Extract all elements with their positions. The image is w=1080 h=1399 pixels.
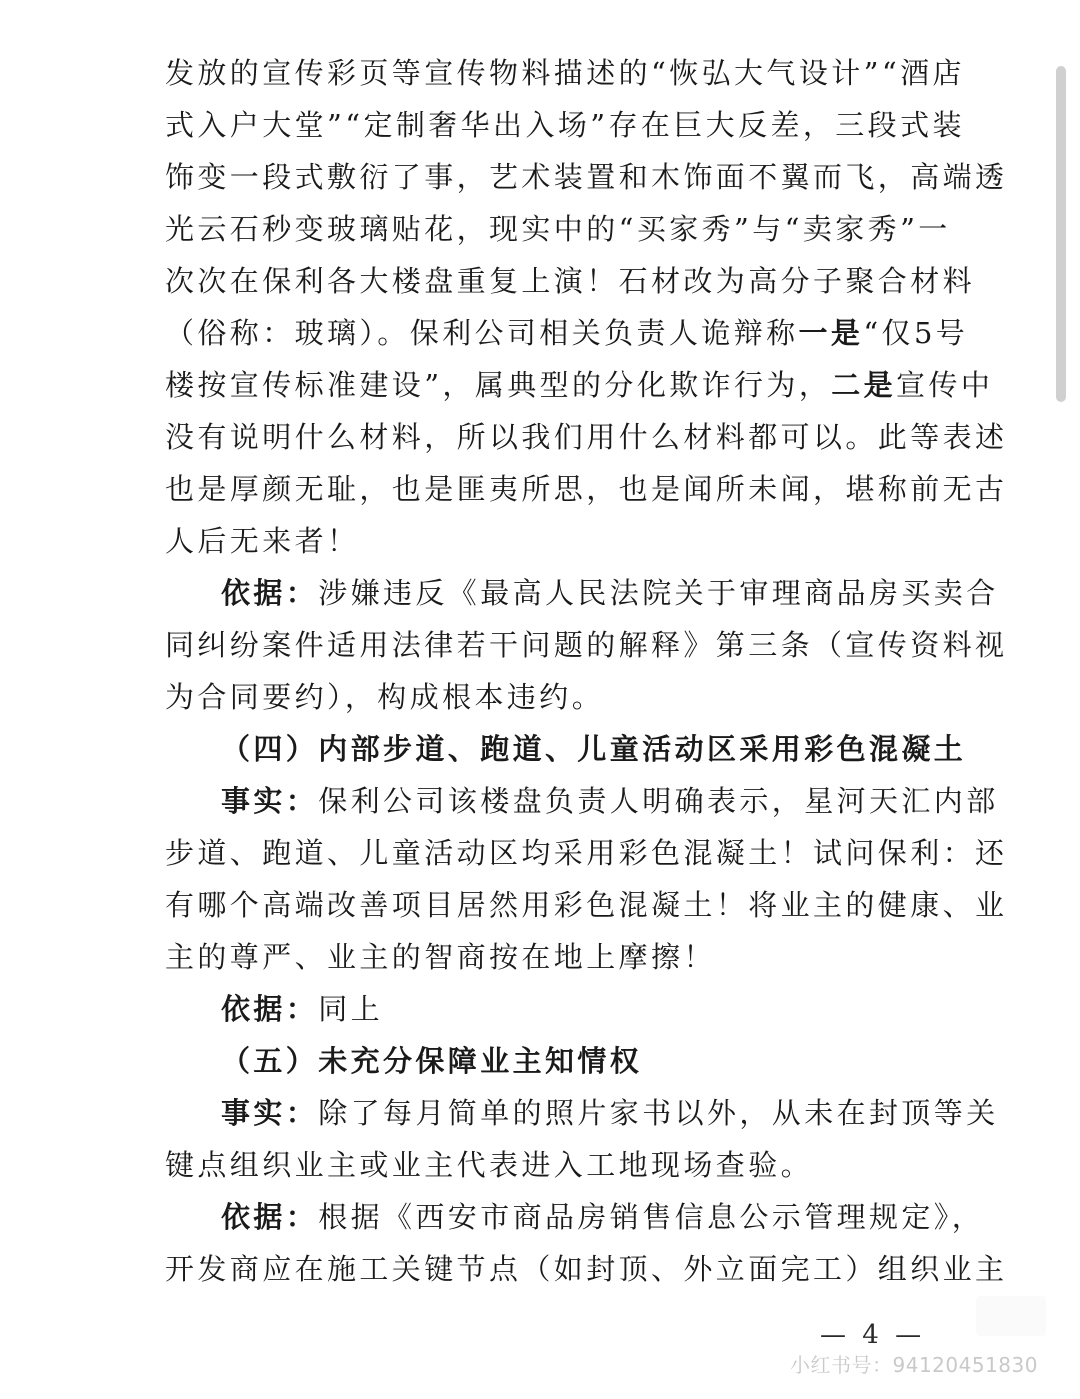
paragraph-text: 除了每月简单的照片家书以外，从未在封顶等关	[318, 1096, 999, 1130]
paragraph-text: 保利公司该楼盘负责人明确表示，星河天汇内部	[318, 784, 999, 818]
emphasis: 二是	[831, 368, 897, 402]
paragraph-line: 次次在保利各大楼盘重复上演！石材改为高分子聚合材料	[165, 264, 976, 298]
paragraph-line	[165, 567, 999, 619]
paragraph-line: 人后无来者！	[165, 524, 360, 558]
section-heading: （五）未充分保障业主知情权	[221, 1044, 643, 1078]
paragraph-label: 事实：	[221, 784, 319, 818]
paragraph-line: 没有说明什么材料，所以我们用什么材料都可以。此等表述	[165, 420, 1008, 454]
scrollbar-thumb[interactable]	[1056, 66, 1066, 402]
paragraph-label: 依据：	[221, 576, 319, 610]
section-heading: （四）内部步道、跑道、儿童活动区采用彩色混凝土	[221, 732, 967, 766]
paragraph-label: 依据：	[221, 1200, 319, 1234]
paragraph-text: 同上	[318, 992, 384, 1026]
paragraph-line: 同纠纷案件适用法律若干问题的解释》第三条（宣传资料视	[165, 628, 1008, 662]
paragraph-text: 涉嫌违反《最高人民法院关于审理商品房买卖合	[318, 576, 999, 610]
paragraph-line: 也是厚颜无耻，也是匪夷所思，也是闻所未闻，堪称前无古	[165, 472, 1008, 506]
paragraph-line: （俗称：玻璃）。保利公司相关负责人诡辩称一是“仅5号	[165, 316, 969, 350]
paragraph-line: 光云石秒变玻璃贴花，现实中的“买家秀”与“卖家秀”一	[165, 212, 951, 246]
paragraph-line: 步道、跑道、儿童活动区均采用彩色混凝土！试问保利：还	[165, 836, 1008, 870]
emphasis: 一是	[798, 316, 864, 350]
paragraph-line: 发放的宣传彩页等宣传物料描述的“恢弘大气设计”“酒店	[165, 56, 965, 90]
watermark-text: 小红书号：94120451830	[790, 1353, 1038, 1377]
paragraph-line	[165, 1191, 985, 1243]
paragraph-line: 为合同要约），构成根本违约。	[165, 680, 605, 714]
paragraph-line	[165, 983, 920, 1035]
paragraph-text: 根据《西安市商品房销售信息公示管理规定》，	[318, 1200, 985, 1234]
paragraph-label: 事实：	[221, 1096, 319, 1130]
paragraph-line: 饰变一段式敷衍了事，艺术装置和木饰面不翼而飞，高端透	[165, 160, 1008, 194]
paragraph-line: 有哪个高端改善项目居然用彩色混凝土！将业主的健康、业	[165, 888, 1008, 922]
paragraph-label: 依据：	[221, 992, 319, 1026]
paragraph-line: 式入户大堂”“定制奢华出入场”存在巨大反差，三段式装	[165, 108, 965, 142]
watermark-logo	[976, 1296, 1046, 1336]
page-number: — 4 —	[820, 1320, 926, 1350]
paragraph-line: 主的尊严、业主的智商按在地上摩擦！	[165, 940, 716, 974]
paragraph-line	[165, 1087, 999, 1139]
paragraph-line: 楼按宣传标准建设”，属典型的分化欺诈行为，二是宣传中	[165, 368, 994, 402]
paragraph-line: 键点组织业主或业主代表进入工地现场查验。	[165, 1148, 814, 1182]
document-body	[165, 47, 1008, 1295]
paragraph-line	[165, 775, 999, 827]
paragraph-line: 开发商应在施工关键节点（如封顶、外立面完工）组织业主	[165, 1252, 1008, 1286]
